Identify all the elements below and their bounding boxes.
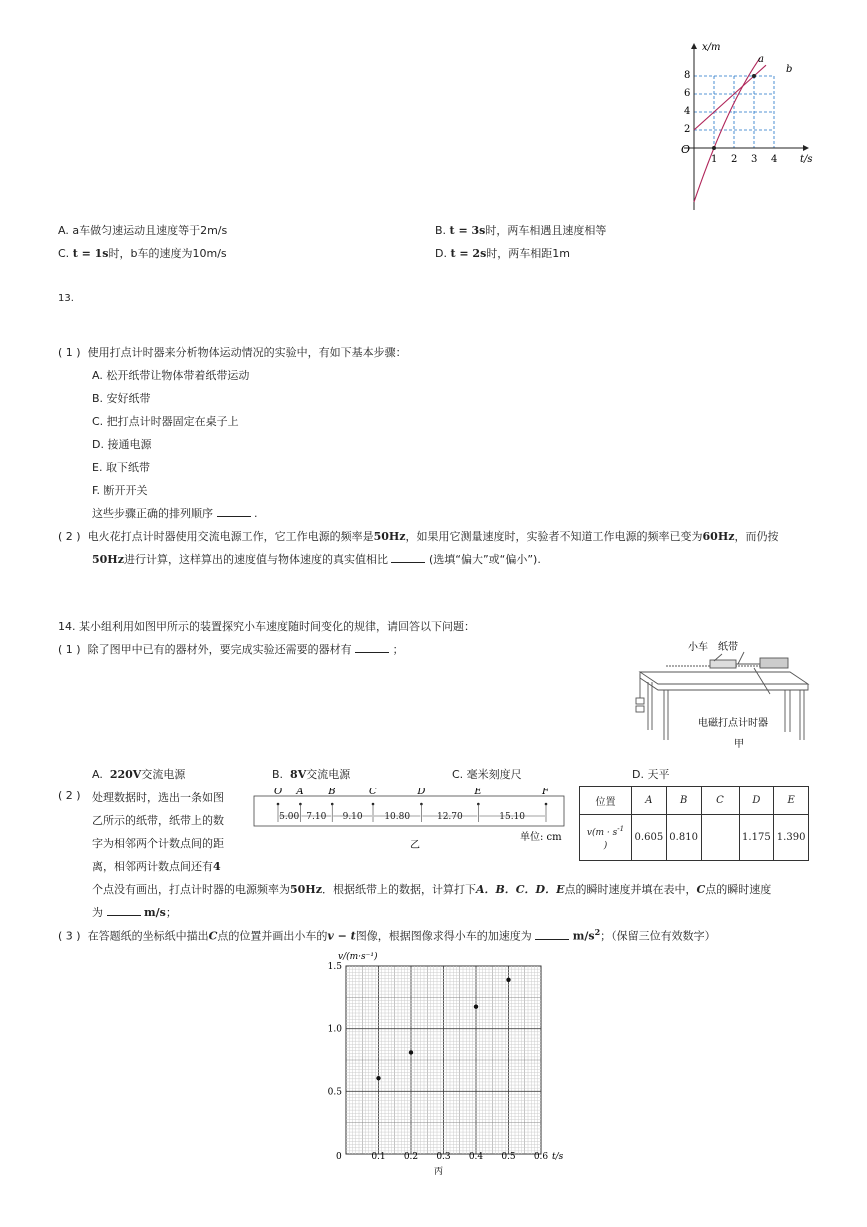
q14-part2-number: 4 [213, 860, 221, 873]
q12-ytick: 2 [684, 124, 691, 135]
q14-part2-text: 个点没有画出，打点计时器的电源频率为 [92, 883, 290, 896]
q12-option-d-text: 时，两车相距1m [486, 247, 570, 260]
q12-xtick: 4 [771, 154, 778, 165]
q14-vt: v − t [327, 929, 356, 943]
q12-ytick: 4 [684, 106, 691, 117]
q13-step: F. 断开开关 [92, 484, 148, 497]
q12-option-d-prefix: D. [435, 247, 451, 260]
q12-xt-graph [660, 38, 820, 214]
caption-jia: 甲 [734, 739, 744, 750]
vt-origin: 0 [336, 1152, 342, 1162]
x-tick-label: 0.3 [436, 1152, 451, 1162]
tape-point-label: B [328, 788, 336, 797]
y-tick-label: 0.5 [327, 1087, 342, 1098]
q14-part2-line6 [92, 904, 177, 920]
q13-order-end: . [254, 507, 258, 520]
y-tick-label: 1.0 [327, 1024, 342, 1035]
q14-option-a-prefix: A. [92, 768, 103, 781]
table-header-cell: B [666, 787, 701, 815]
vt-ylabel: v/(m·s⁻¹) [338, 952, 378, 962]
q12-option-d-math: t = 2s [450, 247, 487, 260]
row-label-close: ) [603, 840, 608, 851]
q14-option-b-text: 交流电源 [306, 768, 351, 781]
q12-label-a: a [758, 54, 764, 65]
q13-part2-line1 [58, 528, 778, 544]
x-tick-label: 0.1 [371, 1152, 386, 1162]
q14-part1-label: ( 1 ) [58, 643, 81, 656]
tape-distance: 10.80 [384, 812, 411, 822]
q14-part2-label: ( 2 ) [58, 789, 81, 802]
q14-part2-text: 点的瞬时速度 [705, 883, 772, 896]
q12-option-c-prefix: C. [58, 247, 73, 260]
q13-part1-label: ( 1 ) [58, 346, 81, 359]
q12-origin: O [681, 143, 691, 156]
q14-option-c[interactable]: C. 毫米刻度尺 [452, 768, 522, 781]
q12-label-b: b [786, 64, 793, 75]
q14-part2-text: 字为相邻两个计数点间的距 [92, 837, 224, 850]
cart [710, 660, 736, 668]
q14-part3 [58, 927, 716, 944]
q13-part2-text: ，如果用它测量速度时，实验者不知道工作电源的频率已变为 [405, 530, 703, 543]
q13-number: 13. [58, 293, 74, 304]
q14-part3-text: 点的位置并画出小车的 [217, 929, 328, 943]
zero-point [712, 146, 716, 150]
tape-point-label: C [369, 788, 377, 797]
q12-xtick: 2 [731, 154, 738, 165]
q12-option-c-math: t = 1s [72, 247, 109, 260]
tape-point-label: E [474, 788, 482, 797]
q14-part1-blank[interactable] [355, 644, 389, 653]
q14-part1 [58, 641, 404, 657]
vt-caption: 丙 [434, 1167, 444, 1177]
row-label-unit: v(m · s [586, 827, 618, 838]
q12-option-b-text: 时，两车相遇且速度相等 [485, 224, 607, 237]
q14-option-b[interactable] [272, 766, 350, 782]
q14-part2-text: 离，相邻两计数点间还有 [92, 860, 213, 873]
q12-option-c-text: 时，b车的速度为10m/s [108, 247, 227, 260]
q14-intro: 14. 某小组利用如图甲所示的装置探究小车速度随时间变化的规律，请回答以下问题： [58, 620, 475, 633]
data-point [376, 1076, 380, 1080]
q13-part2-text: (选填“偏大”或“偏小”). [428, 553, 541, 566]
q14-part2-text: ； [165, 906, 177, 919]
q13-freq-60: 60Hz [702, 530, 735, 543]
q13-order-text: 这些步骤正确的排列顺序 [92, 507, 213, 520]
table-header-cell: 位置 [580, 787, 632, 815]
q12-option-a[interactable]: A. a车做匀速运动且速度等于2m/s [58, 224, 228, 237]
q13-part2-text: ，而仍按 [734, 530, 779, 543]
q13-part2-line2 [92, 551, 541, 567]
data-point [506, 978, 510, 982]
table-cell: 1.175 [739, 815, 774, 861]
q12-option-b[interactable] [435, 222, 606, 238]
q13-part2-text: 进行计算，这样算出的速度值与物体速度的真实值相比 [123, 553, 388, 566]
q14-unit-sup: 2 [594, 927, 601, 937]
q14-part2-text: 乙所示的纸带，纸带上的数 [92, 814, 224, 827]
tape-unit: 单位: cm [520, 832, 562, 843]
q14-point-c: C [208, 929, 218, 943]
q14-part2-text: 为 [92, 906, 103, 919]
tape-point-label: O [274, 788, 283, 797]
table-cell: 0.605 [632, 815, 667, 861]
table-row [580, 787, 809, 815]
q14-part2-line5 [92, 881, 771, 897]
q13-part2-blank[interactable] [391, 554, 425, 563]
q14-option-d[interactable]: D. 天平 [632, 768, 670, 781]
q14-part2-line4 [92, 858, 221, 874]
q13-order-blank[interactable] [217, 508, 251, 517]
q14-part3-label: ( 3 ) [58, 929, 81, 943]
data-point [409, 1050, 413, 1054]
q14-part1-text: 除了图甲中已有的器材外，要完成实验还需要的器材有 [87, 643, 352, 656]
q14-option-a[interactable] [92, 766, 185, 782]
tape-distance: 5.00 [279, 812, 300, 822]
tape-point-label: D [417, 788, 426, 797]
table-header-cell: E [774, 787, 809, 815]
x-tick-label: 0.6 [533, 1152, 549, 1162]
q14-part3-text: 图像，根据图像求得小车的加速度为 [355, 929, 532, 943]
x-tick-label: 0.2 [403, 1152, 419, 1162]
q13-step: D. 接通电源 [92, 438, 152, 451]
tape-point-label: F [542, 788, 549, 797]
q14-part3-text: 在答题纸的坐标纸中描出 [87, 929, 209, 943]
q12-ylabel: x/m [702, 42, 721, 53]
q12-xtick: 1 [711, 154, 718, 165]
q13-part2-text: 电火花打点计时器使用交流电源工作，它工作电源的频率是 [87, 530, 374, 543]
q12-ytick: 6 [684, 88, 691, 99]
tape-distance: 15.10 [499, 812, 526, 822]
velocity-table [579, 786, 809, 861]
table-cell: 1.390 [774, 815, 809, 861]
label-timer: 电磁打点计时器 [698, 718, 768, 729]
tape-distance: 7.10 [306, 812, 327, 822]
table-cell-blank[interactable] [701, 815, 739, 861]
q14-option-a-voltage: 220V [109, 768, 142, 781]
tape-distance: 9.10 [342, 812, 363, 822]
table-header-cell: D [739, 787, 774, 815]
table-row-label [580, 815, 632, 861]
q13-step: E. 取下纸带 [92, 461, 150, 474]
y-tick-label: 1.5 [327, 962, 342, 972]
apparatus-figure [630, 634, 815, 754]
q12-option-d[interactable] [435, 245, 570, 261]
vt-chart [320, 948, 580, 1178]
q14-freq: 50Hz [290, 883, 322, 896]
q14-part2-text: 处理数据时，选出一条如图 [92, 791, 224, 804]
q13-part2-label: ( 2 ) [58, 530, 81, 543]
tape-point-label: A [296, 788, 304, 797]
paper-tape-figure [250, 788, 570, 854]
timer [760, 658, 788, 668]
q14-unit: m/s [144, 906, 166, 919]
label-tape: 纸带 [718, 642, 738, 653]
q14-acceleration-blank[interactable] [535, 931, 569, 940]
q13-step: C. 把打点计时器固定在桌子上 [92, 415, 239, 428]
tape-distance: 12.70 [436, 812, 463, 822]
q14-part1-end: ； [392, 643, 404, 656]
q14-unit: m/s [572, 929, 595, 943]
table-row [580, 815, 809, 861]
q12-xlabel: t/s [800, 154, 813, 165]
q13-step: B. 安好纸带 [92, 392, 151, 405]
q12-option-b-math: t = 3s [449, 224, 486, 237]
q14-part2-text: ．根据纸带上的数据，计算打下 [321, 883, 476, 896]
vt-xlabel: t/s [552, 1152, 564, 1162]
x-tick-label: 0.4 [468, 1152, 484, 1162]
q13-step: A. 松开纸带让物体带着纸带运动 [92, 369, 250, 382]
row-label-sup: -1 [617, 824, 625, 833]
q14-option-a-text: 交流电源 [141, 768, 186, 781]
intersection-point [752, 74, 756, 78]
table-cell: 0.810 [666, 815, 701, 861]
tape-caption: 乙 [410, 840, 420, 851]
label-cart: 小车 [688, 642, 708, 653]
q14-points: A．B．C．D．E [475, 883, 565, 896]
q12-ytick: 8 [684, 70, 691, 81]
q13-freq-50: 50Hz [373, 530, 406, 543]
q13-part1-text: 使用打点计时器来分析物体运动情况的实验中，有如下基本步骤： [87, 346, 407, 359]
q12-option-c[interactable] [58, 245, 227, 261]
q14-c-velocity-blank[interactable] [107, 907, 141, 916]
table-header-cell: C [701, 787, 739, 815]
q12-option-b-prefix: B. [435, 224, 450, 237]
q13-freq-50: 50Hz [92, 553, 124, 566]
q14-option-b-voltage: 8V [290, 768, 307, 781]
q13-part1 [58, 344, 407, 360]
q13-order-line [92, 505, 258, 521]
table-header-cell: A [632, 787, 667, 815]
x-tick-label: 0.5 [501, 1152, 516, 1162]
q12-xtick: 3 [751, 154, 758, 165]
q14-point-c: C [696, 883, 706, 896]
data-point [474, 1005, 478, 1009]
q14-part2-text: 点的瞬时速度并填在表中， [564, 883, 697, 896]
q14-part3-text: ；（保留三位有效数字） [600, 929, 716, 943]
q14-option-b-prefix: B. [272, 768, 284, 781]
